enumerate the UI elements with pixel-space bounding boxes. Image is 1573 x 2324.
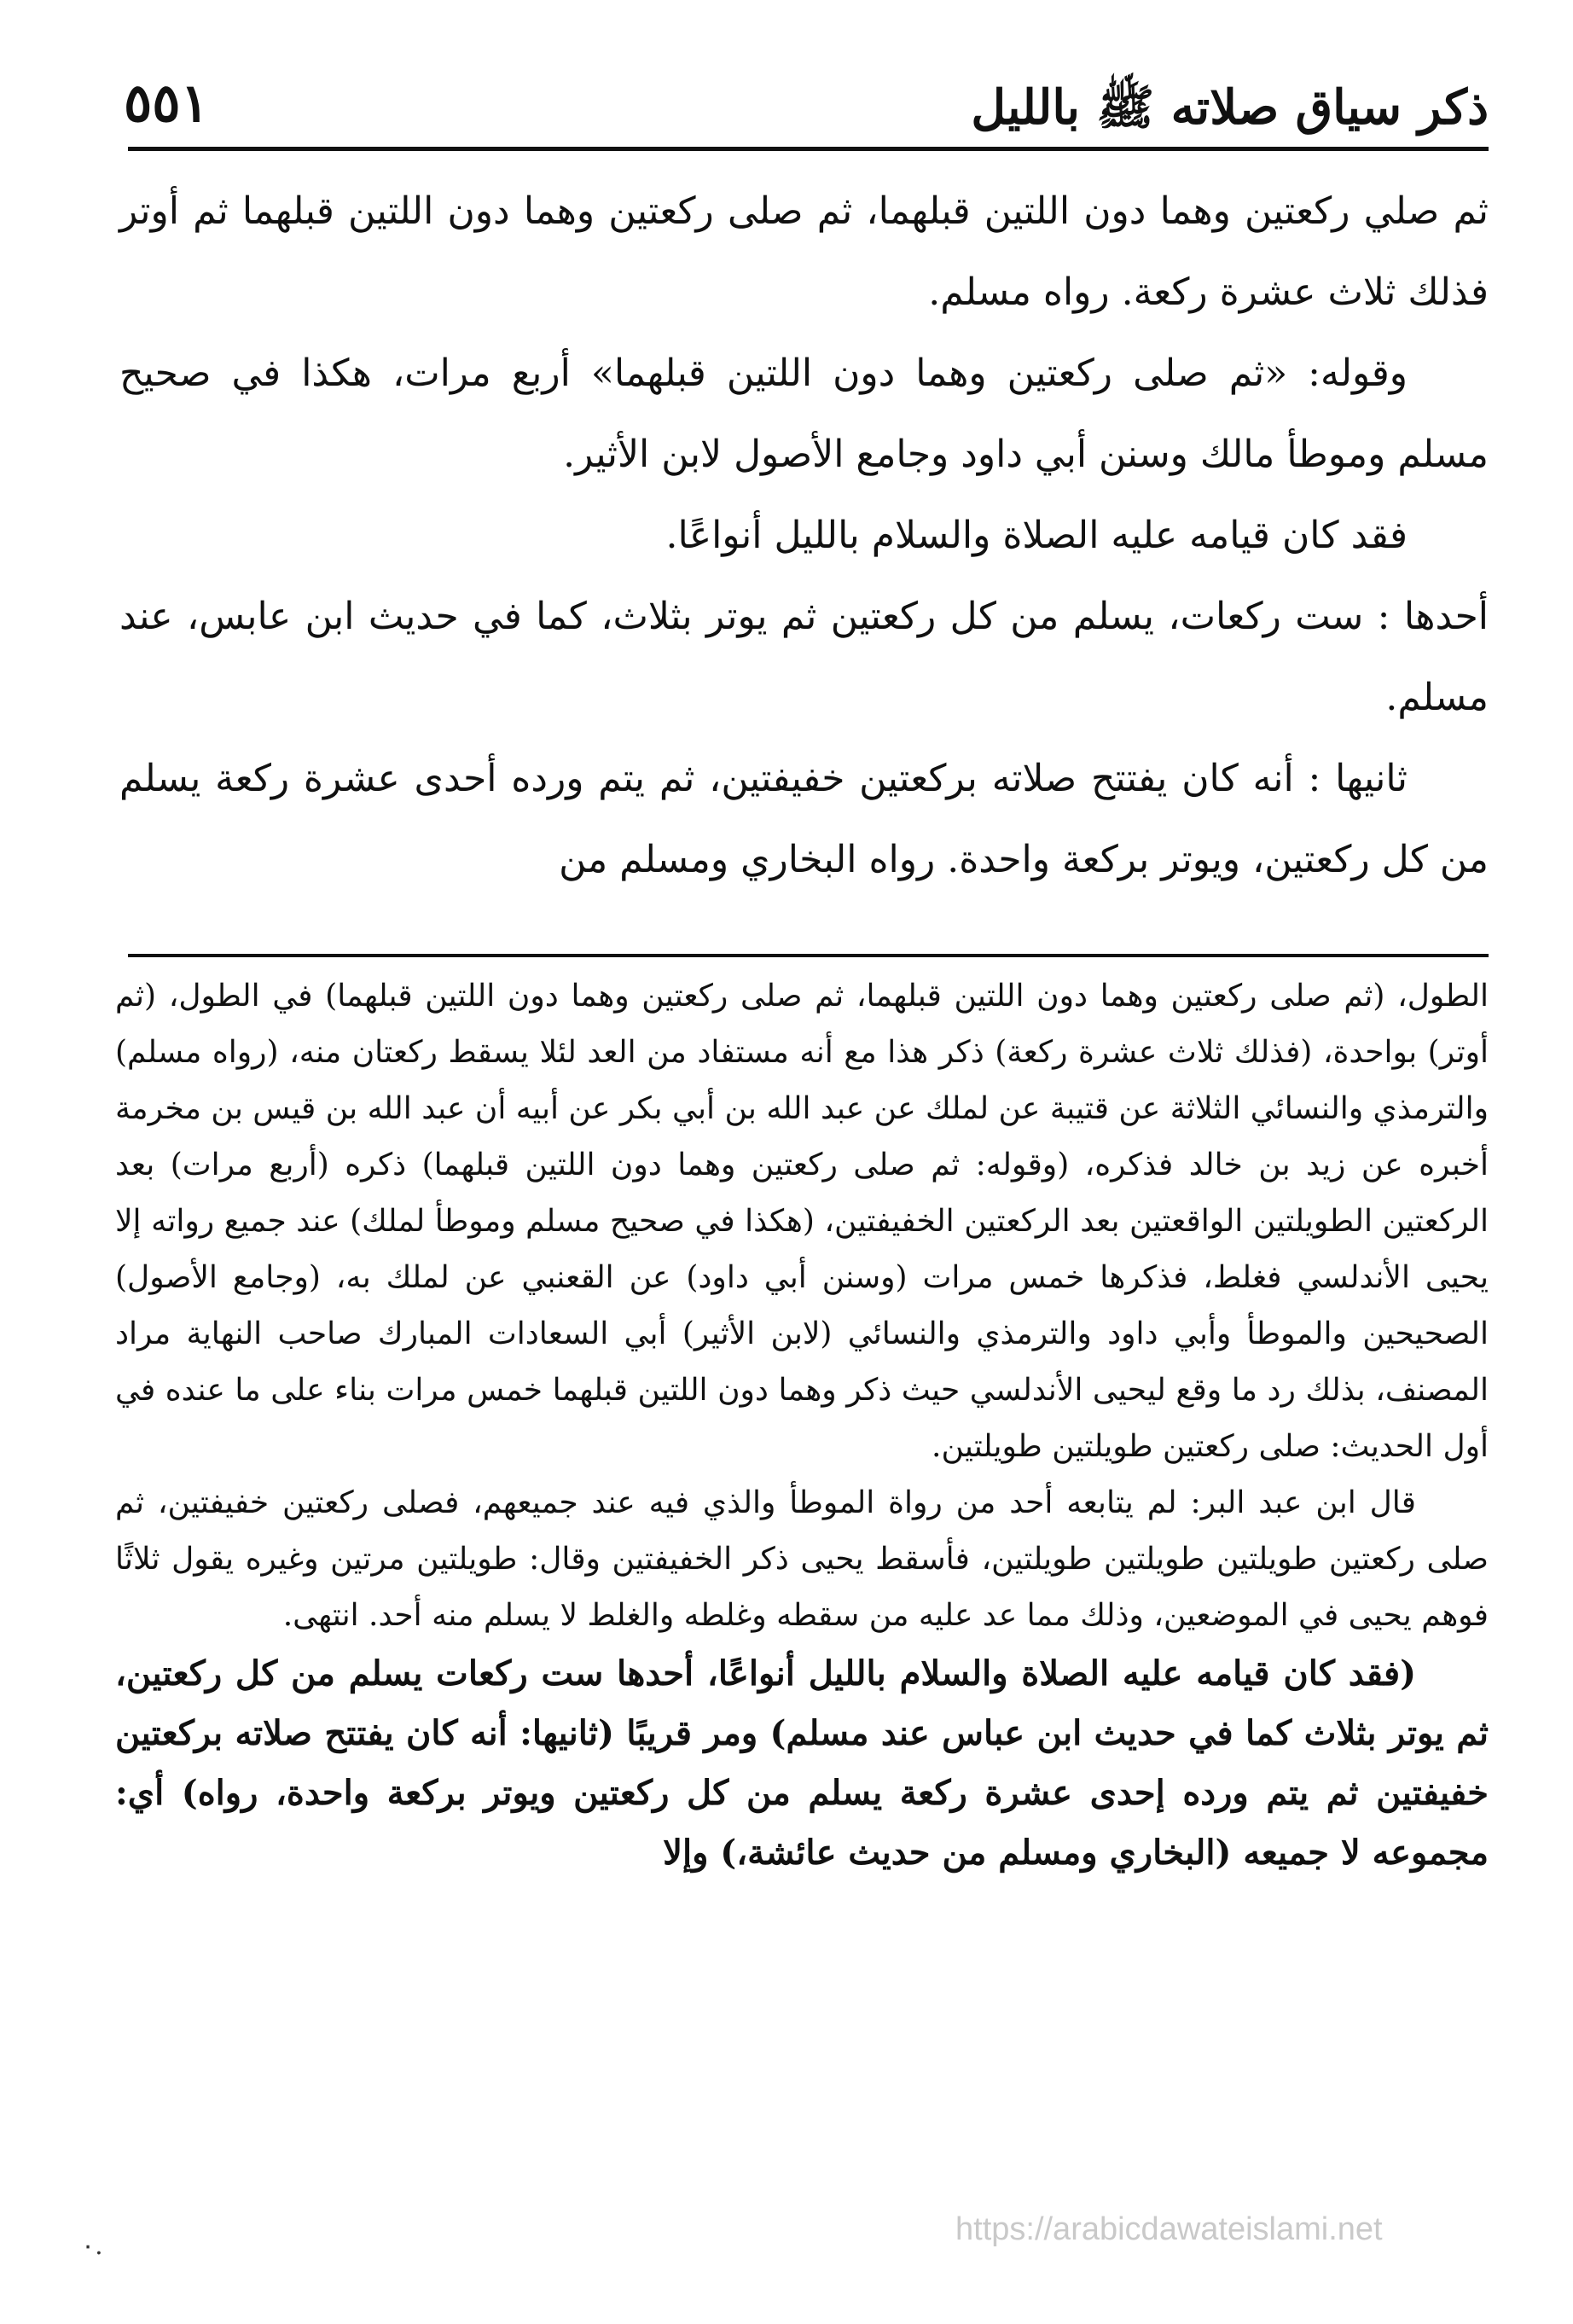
main-paragraph: أحدها : ست ركعات، يسلم من كل ركعتين ثم يوتر بثلاث، كما في حديث ابن عابس، عند مسلم.	[119, 595, 1489, 719]
running-title: ذكر سياق صلاته ﷺ بالليل	[971, 79, 1489, 136]
margin-mark: ۰.	[81, 2231, 103, 2261]
main-paragraph: ثانيها : أنه كان يفتتح صلاته بركعتين خفيفتين، ثم يتم ورده أحدى عشرة ركعة يسلم من كل ركعتين، ويوتر بركعة واحدة. رواه البخاري ومسلم من	[119, 757, 1489, 881]
commentary-text	[115, 968, 1489, 1883]
commentary-paragraph: قال ابن عبد البر: لم يتابعه أحد من رواة الموطأ والذي فيه عند جميعهم، فصلى ركعتين خفيفتين، ثم صلى ركعتين طويلتين طويلتين طويلتين، فأسقط يحيى ذكر الخفيفتين وقال: طويلتين مرتين وغيره يقول ثلاثًا فوهم يحيى في الموضعين، وذلك مما عد عليه من سقطه وغلطه والغلط لا يسلم منه أحد. انتهى.	[115, 1485, 1489, 1633]
main-paragraph: فقد كان قيامه عليه الصلاة والسلام بالليل أنواعًا.	[665, 514, 1408, 557]
page-number: ٥٥١	[124, 72, 209, 134]
footnote-divider	[128, 954, 1489, 957]
header-divider	[128, 147, 1489, 151]
commentary-paragraph: الطول، (ثم صلى ركعتين وهما دون اللتين قبلهما، ثم صلى ركعتين وهما دون اللتين قبلهما) في الطول، (ثم أوتر) بواحدة، (فذلك ثلاث عشرة ركعة) ذكر هذا مع أنه مستفاد من العد لئلا يسقط ركعتان منه، (رواه مسلم) والترمذي والنسائي الثلاثة عن قتيبة عن لملك عن عبد الله بن أبي بكر عن أبيه أن عبد الله بن قيس بن مخرمة أخبره عن زيد بن خالد فذكره، (وقوله: ثم صلى ركعتين وهما دون اللتين قبلهما) ذكره (أربع مرات) بعد الركعتين الطويلتين الواقعتين بعد الركعتين الخفيفتين، (هكذا في صحيح مسلم وموطأ لملك) عند جميع رواته إلا يحيى الأندلسي فغلط، فذكرها خمس مرات (وسنن أبي داود) عن القعنبي عن لملك به، (وجامع الأصول) الصحيحين والموطأ وأبي داود والترمذي والنسائي (لابن الأثير) أبي السعادات المبارك صاحب النهاية مراد المصنف، بذلك رد ما وقع ليحيى الأندلسي حيث ذكر وهما دون اللتين قبلهما خمس مرات بناء على ما عنده في أول الحديث: صلى ركعتين طويلتين طويلتين.	[115, 979, 1489, 1464]
source-watermark: https://arabicdawateislami.net	[955, 2211, 1383, 2247]
main-paragraph: ثم صلي ركعتين وهما دون اللتين قبلهما، ثم صلى ركعتين وهما دون اللتين قبلهما ثم أوتر فذلك ثلاث عشرة ركعة. رواه مسلم.	[119, 189, 1489, 314]
main-paragraph: وقوله: «ثم صلى ركعتين وهما دون اللتين قبلهما» أربع مرات، هكذا في صحيح مسلم وموطأ مالك وسنن أبي داود وجامع الأصول لابن الأثير.	[119, 352, 1489, 476]
main-text	[119, 171, 1489, 900]
page-header	[124, 60, 1489, 154]
commentary-paragraph: (فقد كان قيامه عليه الصلاة والسلام بالليل أنواعًا، أحدها ست ركعات يسلم من كل ركعتين، ثم يوتر بثلاث كما في حديث ابن عباس عند مسلم) ومر قريبًا (ثانيها: أنه كان يفتتح صلاته بركعتين خفيفتين ثم يتم ورده إحدى عشرة ركعة يسلم من كل ركعتين ويوتر بركعة واحدة، رواه) أي: مجموعه لا جميعه (البخاري ومسلم من حديث عائشة،) وإلا	[115, 1653, 1489, 1873]
